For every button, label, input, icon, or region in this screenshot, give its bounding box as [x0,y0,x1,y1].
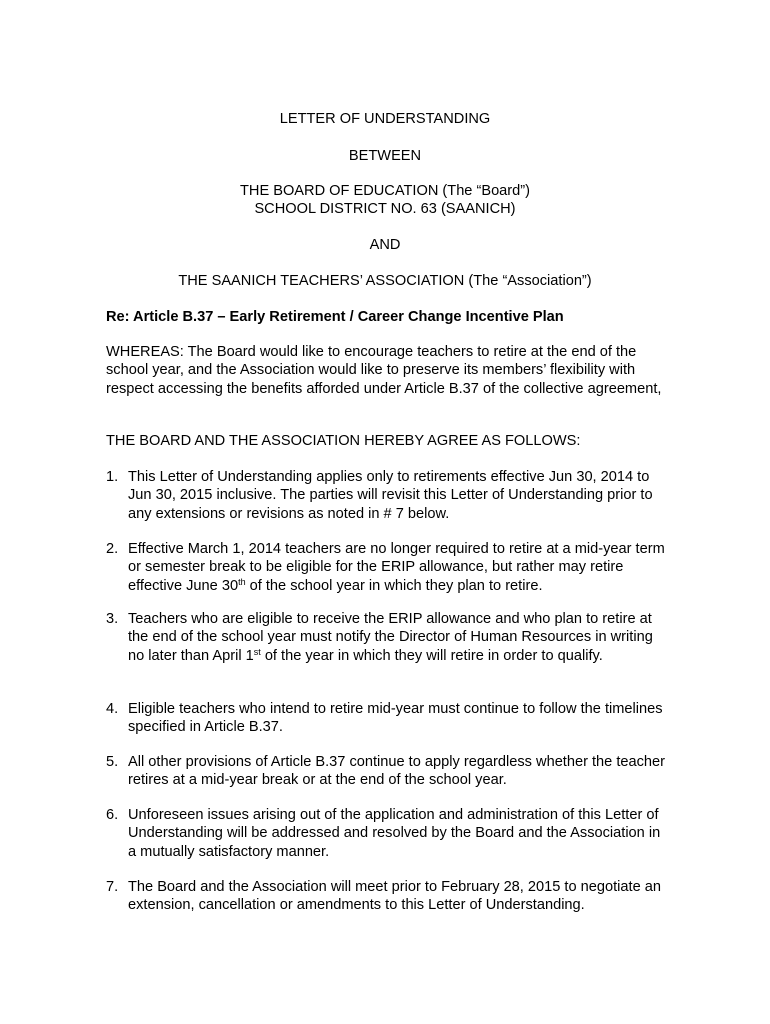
list-item [106,700,666,737]
item-text: All other provisions of Article B.37 continue to apply regardless whether the teacher retires at a mid-year break or at the end of the school year. [128,754,666,789]
between-heading [0,147,770,165]
between-line: BETWEEN [348,148,422,164]
item-number: 4. [106,701,119,717]
agreement-heading: THE BOARD AND THE ASSOCIATION HEREBY AGREE AS FOLLOWS: [106,433,581,449]
and-heading [0,236,770,254]
party-one-line-1: THE BOARD OF EDUCATION (The “Board”) [239,183,530,199]
item-number: 5. [106,754,119,770]
item-number: 1. [106,469,119,485]
ordinal-suffix: th [238,576,246,587]
list-item [106,806,666,861]
list-item [106,610,666,665]
item-number: 2. [106,541,119,557]
item-text-part: of the school year in which they plan to retire. [245,577,543,594]
item-text-part: Teachers who are eligible to receive the ERIP allowance and who plan to retire at the end of the school year must notify the Director of Human Resources in writing no later than April 1 [128,611,653,664]
and-line: AND [369,237,401,253]
whereas-paragraph: WHEREAS: The Board would like to encourage teachers to retire at the end of the school year, and the Association would like to preserve its members’ flexibility with respect accessing the benefits afforded under Article B.37 of the collective agreement, [106,344,662,397]
list-item [106,468,666,523]
item-text-part: of the year in which they will retire in order to qualify. [260,647,603,664]
party-one-line-2: SCHOOL DISTRICT NO. 63 (SAANICH) [254,201,516,218]
party-two-heading [0,272,770,290]
list-item [106,753,666,790]
title-line: LETTER OF UNDERSTANDING [279,111,491,127]
item-number: 7. [106,879,119,895]
item-text [128,540,666,595]
item-number: 3. [106,611,119,627]
party-one-heading [0,182,770,219]
list-item [106,540,666,595]
item-text: Unforeseen issues arising out of the application and administration of this Letter of Understanding will be addressed and resolved by the Board and the Association in a mutually satisfactory manner. [128,807,661,860]
subject-line: Re: Article B.37 – Early Retirement / Career Change Incentive Plan [106,309,564,325]
item-text: This Letter of Understanding applies only to retirements effective Jun 30, 2014 to Jun 30, 2015 inclusive. The parties will revisit this Letter of Understanding prior to any extensions or revisions as noted in # 7 below. [128,469,653,522]
item-text [128,610,666,665]
item-text-part: Effective March 1, 2014 teachers are no longer required to retire at a mid-year term or semester break to be eligible for the ERIP allowance, but rather may retire effective June 30 [128,541,665,594]
item-text: Eligible teachers who intend to retire mid-year must continue to follow the timelines specified in Article B.37. [128,701,663,736]
ordinal-suffix: st [253,646,261,657]
document-title [0,110,770,128]
item-text: The Board and the Association will meet prior to February 28, 2015 to negotiate an extension, cancellation or amendments to this Letter of Understanding. [128,879,661,914]
list-item [106,878,666,915]
party-two-line: THE SAANICH TEACHERS’ ASSOCIATION (The “Association”) [178,273,592,289]
item-number: 6. [106,807,119,823]
